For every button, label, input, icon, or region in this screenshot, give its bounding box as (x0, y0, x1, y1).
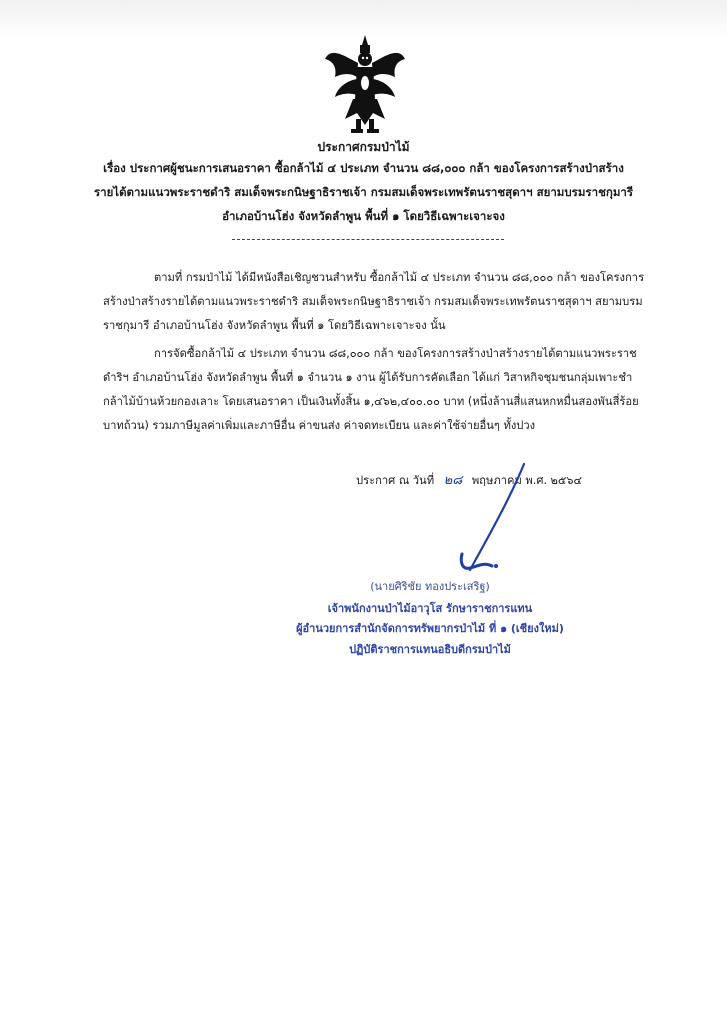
subject-line-3: อำเภอบ้านโฮ่ง จังหวัดลำพูน พื้นที่ ๑ โดยวิธีเฉพาะเจาะจง (222, 209, 505, 223)
signatory-position-2: ผู้อำนวยการสำนักจัดการทรัพยากรป่าไม้ ที่ ๑ (เชียงใหม่) (296, 622, 564, 635)
subject-line-2: รายได้ตามแนวพระราชดำริ สมเด็จพระกนิษฐาธิราชเจ้า กรมสมเด็จพระเทพรัตนราชสุดาฯ สยามบรมราชกุมารี (93, 185, 634, 199)
paragraph2-line-3: กล้าไม้บ้านห้วยกองเลาะ โดยเสนอราคา เป็นเงินทั้งสิ้น ๑,๔๖๒,๔๐๐.๐๐ บาท (หนึ่งล้านสี่แสนหกหมื่นสองพันสี่ร้อย (103, 395, 639, 408)
paragraph1-line-1: ตามที่ กรมป่าไม้ ได้มีหนังสือเชิญชวนสำหรับ ซื้อกล้าไม้ ๔ ประเภท จำนวน ๘๘,๐๐๐ กล้า ของโครงการ (154, 271, 645, 284)
signatory-name: (นายศิริชัย ทองประเสริฐ) (370, 580, 490, 593)
paragraph1-line-3: ราชกุมารี อำเภอบ้านโฮ่ง จังหวัดลำพูน พื้นที่ ๑ โดยวิธีเฉพาะเจาะจง นั้น (103, 319, 446, 332)
paragraph2-line-2: ดำริฯ อำเภอบ้านโฮ่ง จังหวัดลำพูน พื้นที่ ๑ จำนวน ๑ งาน ผู้ได้รับการคัดเลือก ได้แก่ วิสาหกิจชุมชนกลุ่มเพาะชำ (103, 371, 633, 384)
paragraph1-line-2: สร้างป่าสร้างรายได้ตามแนวพระราชดำริ สมเด็จพระกนิษฐาธิราชเจ้า กรมสมเด็จพระเทพรัตนราชสุดาฯ สยามบรม (103, 295, 643, 308)
announce-date-day: ๒๘ (443, 473, 463, 488)
paragraph2-line-4: บาทถ้วน) รวมภาษีมูลค่าเพิ่มและภาษีอื่น ค่าขนส่ง ค่าจดทะเบียน และค่าใช้จ่ายอื่นๆ ทั้งปวง (103, 419, 536, 432)
subject-line-1: เรื่อง ประกาศผู้ชนะการเสนอราคา ซื้อกล้าไม้ ๔ ประเภท จำนวน ๘๘,๐๐๐ กล้า ของโครงการสร้างป่าสร้าง (103, 161, 624, 175)
announce-date-prefix: ประกาศ ณ วันที่ (356, 474, 435, 487)
paragraph2-line-1: การจัดซื้อกล้าไม้ ๔ ประเภท จำนวน ๘๘,๐๐๐ กล้า ของโครงการสร้างป่าสร้างรายได้ตามแนวพระราช (154, 347, 637, 360)
signatory-position-1: เจ้าพนักงานป่าไม้อาวุโส รักษาราชการแทน (327, 602, 533, 615)
signatory-position-3: ปฏิบัติราชการแทนอธิบดีกรมป่าไม้ (349, 643, 511, 656)
document-title: ประกาศกรมป่าไม้ (317, 140, 410, 154)
announce-date-month-year: พฤษภาคม พ.ศ. ๒๕๖๔ (471, 474, 582, 487)
handwritten-signature-icon (440, 458, 560, 578)
garuda-emblem-icon (323, 33, 407, 137)
dashed-divider (232, 239, 504, 240)
